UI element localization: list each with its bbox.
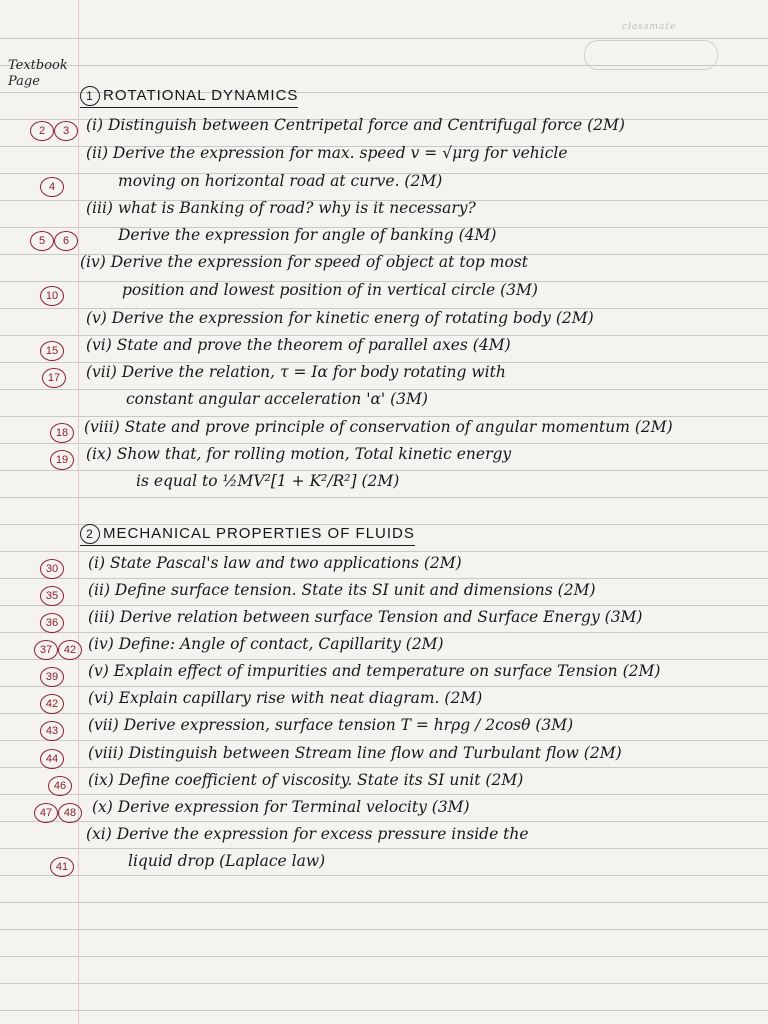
section-2-question-line: (v) Explain effect of impurities and temperature on surface Tension (2M): [88, 662, 661, 680]
watermark-brand: classmate: [622, 22, 677, 32]
section-1-question-line: (vii) Derive the relation, τ = Iα for body rotating with: [86, 363, 506, 381]
page-label: Page: [8, 74, 40, 89]
section-1-question-line: (i) Distinguish between Centripetal force and Centrifugal force (2M): [86, 116, 625, 134]
textbook-page-number-circle: 39: [40, 667, 64, 687]
section-1-title-text: ROTATIONAL DYNAMICS: [103, 87, 299, 104]
textbook-page-number-circle: 17: [42, 368, 66, 388]
section-1-question-line: (viii) State and prove principle of conservation of angular momentum (2M): [84, 418, 673, 436]
section-1-question-line: is equal to ½MV²[1 + K²/R²] (2M): [136, 472, 400, 490]
section-2-question-line: (ii) Define surface tension. State its SI unit and dimensions (2M): [88, 581, 596, 599]
textbook-page-number-circle: 4: [40, 177, 64, 197]
section-1-title: [80, 86, 298, 108]
section-2-question-line: (iii) Derive relation between surface Tension and Surface Energy (3M): [88, 608, 643, 626]
textbook-page-number-circle: 46: [48, 776, 72, 796]
section-1-question-line: (ix) Show that, for rolling motion, Total kinetic energy: [86, 445, 512, 463]
section-2-question-line: liquid drop (Laplace law): [128, 852, 326, 870]
textbook-page-number-circle: 3: [54, 121, 78, 141]
section-2-question-line: (iv) Define: Angle of contact, Capillarity (2M): [88, 635, 444, 653]
section-2-question-line: (xi) Derive the expression for excess pressure inside the: [86, 825, 529, 843]
section-2-question-line: (viii) Distinguish between Stream line flow and Turbulant flow (2M): [88, 744, 622, 762]
textbook-label: Textbook: [8, 58, 68, 73]
section-1-question-line: constant angular acceleration 'α' (3M): [126, 390, 428, 408]
textbook-page-number-circle: 18: [50, 423, 74, 443]
margin-line: [78, 0, 79, 1024]
textbook-page-number-circle: 48: [58, 803, 82, 823]
section-2-question-line: (ix) Define coefficient of viscosity. State its SI unit (2M): [88, 771, 524, 789]
section-1-question-line: (vi) State and prove the theorem of parallel axes (4M): [86, 336, 511, 354]
textbook-page-number-circle: 19: [50, 450, 74, 470]
watermark-box: [584, 40, 718, 70]
textbook-page-number-circle: 6: [54, 231, 78, 251]
section-2-question-line: (x) Derive expression for Terminal velocity (3M): [92, 798, 470, 816]
section-2-question-line: (vii) Derive expression, surface tension T = hrρg / 2cosθ (3M): [88, 716, 574, 734]
section-1-question-line: position and lowest position of in vertical circle (3M): [122, 281, 538, 299]
textbook-page-number-circle: 44: [40, 749, 64, 769]
section-1-question-line: moving on horizontal road at curve. (2M): [118, 172, 443, 190]
textbook-page-number-circle: 2: [30, 121, 54, 141]
section-1-question-line: (iii) what is Banking of road? why is it necessary?: [86, 199, 476, 217]
section-1-question-line: Derive the expression for angle of banking (4M): [118, 226, 497, 244]
section-2-title-text: MECHANICAL PROPERTIES OF FLUIDS: [103, 525, 415, 542]
section-1-question-line: (v) Derive the expression for kinetic energ of rotating body (2M): [86, 309, 594, 327]
textbook-page-number-circle: 43: [40, 721, 64, 741]
section-2-question-line: (vi) Explain capillary rise with neat diagram. (2M): [88, 689, 483, 707]
textbook-page-number-circle: 5: [30, 231, 54, 251]
textbook-page-number-circle: 30: [40, 559, 64, 579]
textbook-page-number-circle: 37: [34, 640, 58, 660]
textbook-page-number-circle: 36: [40, 613, 64, 633]
section-1-question-line: (ii) Derive the expression for max. speed v = √μrg for vehicle: [86, 144, 568, 162]
textbook-page-number-circle: 10: [40, 286, 64, 306]
textbook-page-label: [8, 58, 68, 90]
section-1-question-line: (iv) Derive the expression for speed of object at top most: [80, 253, 528, 271]
textbook-page-number-circle: 42: [40, 694, 64, 714]
textbook-page-number-circle: 47: [34, 803, 58, 823]
notebook-watermark: [578, 14, 728, 76]
textbook-page-number-circle: 15: [40, 341, 64, 361]
textbook-page-number-circle: 35: [40, 586, 64, 606]
section-2-number: 2: [80, 524, 100, 544]
section-2-title: [80, 524, 415, 546]
section-2-question-line: (i) State Pascal's law and two applications (2M): [88, 554, 462, 572]
textbook-page-number-circle: 41: [50, 857, 74, 877]
section-1-number: 1: [80, 86, 100, 106]
textbook-page-number-circle: 42: [58, 640, 82, 660]
